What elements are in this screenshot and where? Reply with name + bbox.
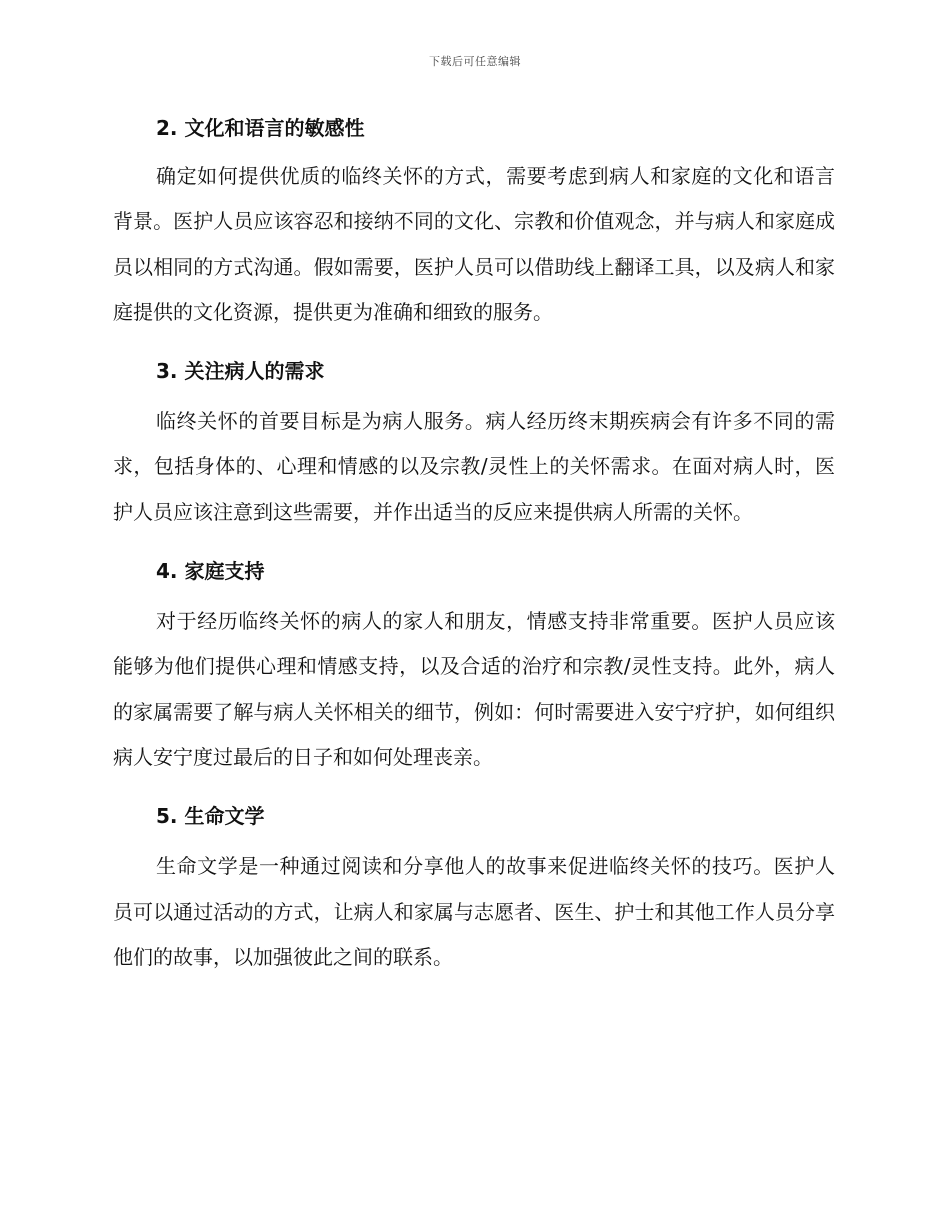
section-paragraph: 确定如何提供优质的临终关怀的方式，需要考虑到病人和家庭的文化和语言背景。医护人员应该容忍和接纳不同的文化、宗教和价值观念，并与病人和家庭成员以相同的方式沟通。假如需要，医护人员可以借助线上翻译工具，以及病人和家庭提供的文化资源，提供更为准确和细致的服务。 xyxy=(113,164,835,324)
document-body xyxy=(113,112,835,980)
section-cultural-sensitivity xyxy=(113,112,835,335)
section-paragraph: 生命文学是一种通过阅读和分享他人的故事来促进临终关怀的技巧。医护人员可以通过活动的方式，让病人和家属与志愿者、医生、护士和其他工作人员分享他们的故事，以加强彼此之间的联系。 xyxy=(113,854,835,969)
section-life-literature xyxy=(113,800,835,980)
section-heading: 3. 关注病人的需求 xyxy=(156,359,325,384)
section-heading: 2. 文化和语言的敏感性 xyxy=(156,116,365,140)
page-header-watermark: 下载后可任意编辑 xyxy=(429,55,521,68)
section-heading: 5. 生命文学 xyxy=(156,804,265,829)
section-heading: 4. 家庭支持 xyxy=(156,559,265,584)
section-paragraph: 临终关怀的首要目标是为病人服务。病人经历终末期疾病会有许多不同的需求，包括身体的、心理和情感的以及宗教/灵性上的关怀需求。在面对病人时，医护人员应该注意到这些需要，并作出适当的反应来提供病人所需的关怀。 xyxy=(113,409,835,524)
section-family-support xyxy=(113,555,835,780)
section-paragraph: 对于经历临终关怀的病人的家人和朋友，情感支持非常重要。医护人员应该能够为他们提供心理和情感支持，以及合适的治疗和宗教/灵性支持。此外，病人的家属需要了解与病人关怀相关的细节，例如：何时需要进入安宁疗护，如何组织病人安宁度过最后的日子和如何处理丧亲。 xyxy=(113,609,835,769)
section-patient-needs xyxy=(113,355,835,535)
